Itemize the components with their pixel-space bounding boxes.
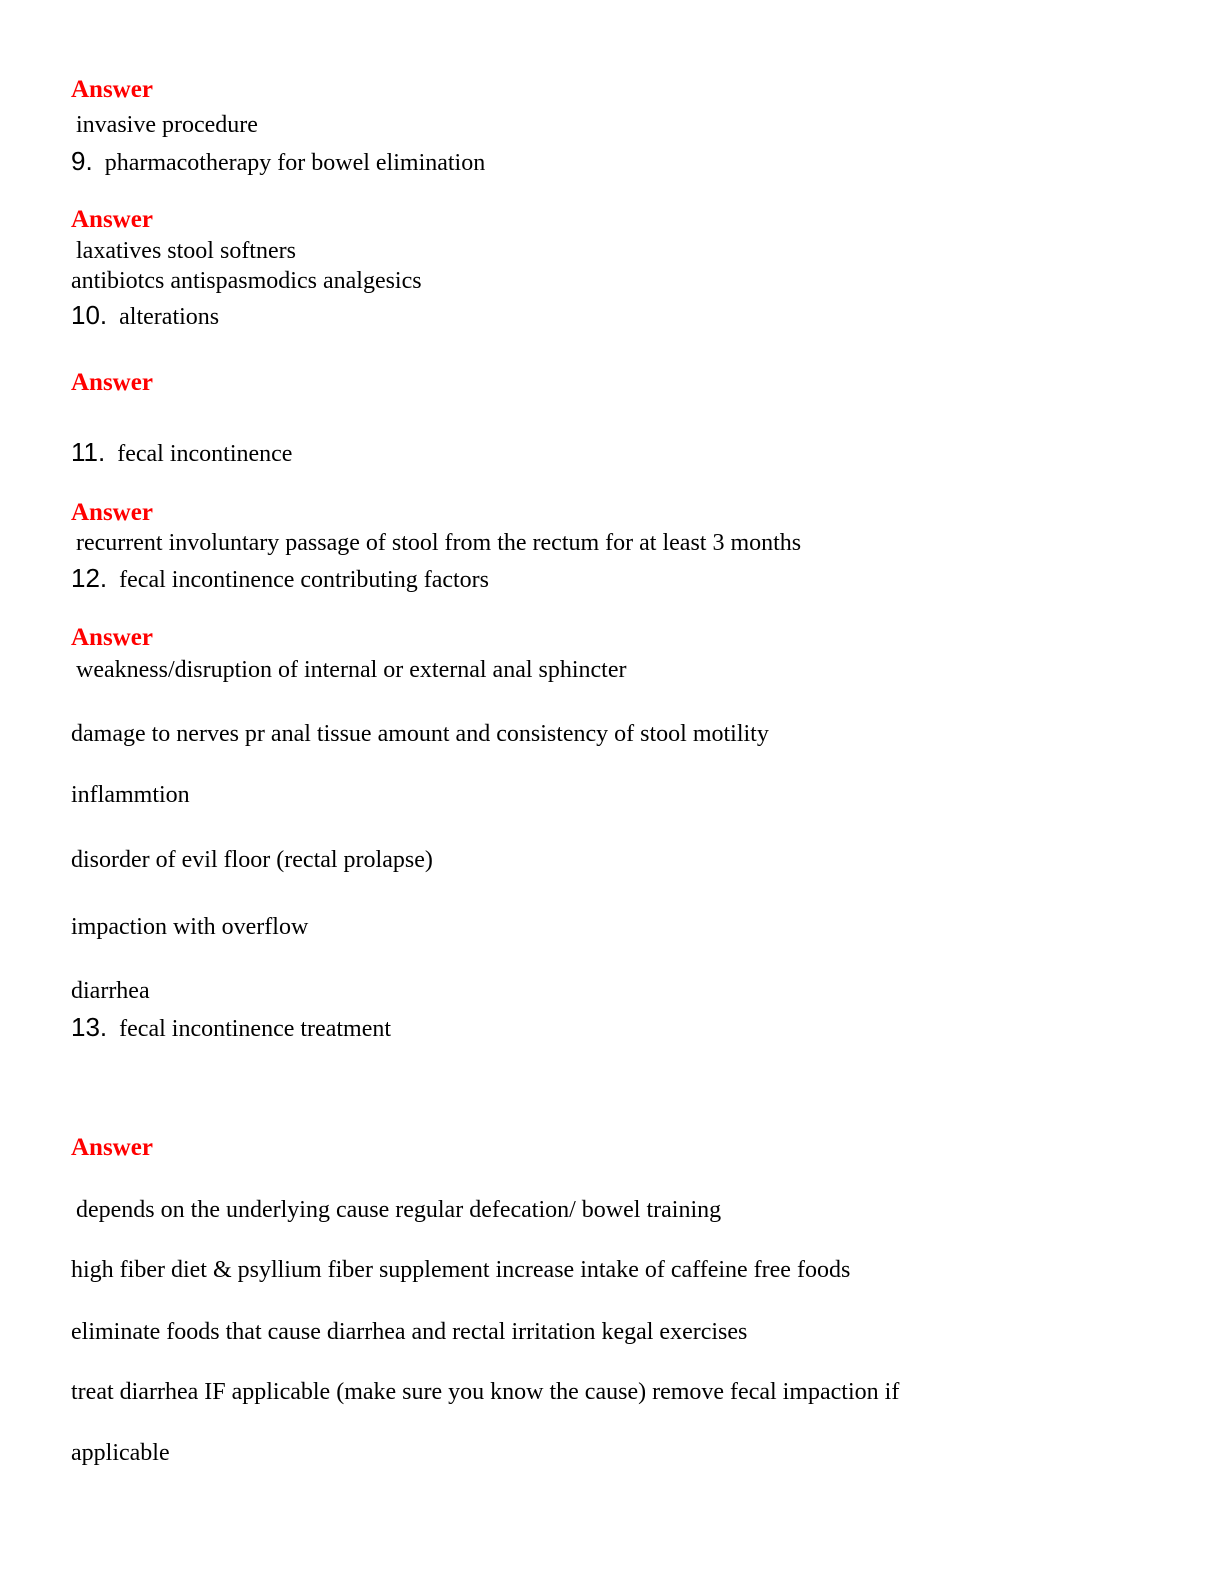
answer-text: laxatives stool softners <box>76 238 296 264</box>
question-text: alterations <box>119 304 220 330</box>
answer-text: invasive procedure <box>76 112 258 138</box>
answer-text: weakness/disruption of internal or external anal sphincter <box>76 657 627 683</box>
answer-text: damage to nerves pr anal tissue amount and consistency of stool motility <box>71 721 769 747</box>
question-number: 11. <box>71 437 106 467</box>
answer-text: recurrent involuntary passage of stool from the rectum for at least 3 months <box>76 530 802 556</box>
question-text: fecal incontinence contributing factors <box>119 567 489 593</box>
question-number: 9. <box>71 146 93 176</box>
answer-text: antibiotcs antispasmodics analgesics <box>71 268 422 294</box>
question-text: pharmacotherapy for bowel elimination <box>104 150 486 176</box>
answer-label: Answer <box>71 206 153 233</box>
question-text: fecal incontinence <box>117 441 293 467</box>
answer-text: disorder of evil floor (rectal prolapse) <box>71 847 433 873</box>
answer-text: treat diarrhea IF applicable (make sure you know the cause) remove fecal impaction if <box>71 1379 900 1405</box>
answer-label: Answer <box>71 76 153 103</box>
answer-label: Answer <box>71 499 153 526</box>
question-number: 13. <box>71 1012 108 1042</box>
question-12 <box>71 564 489 594</box>
answer-text: depends on the underlying cause regular defecation/ bowel training <box>76 1197 722 1223</box>
answer-text: eliminate foods that cause diarrhea and rectal irritation kegal exercises <box>71 1319 748 1345</box>
answer-text: applicable <box>71 1440 170 1466</box>
answer-label: Answer <box>71 624 153 651</box>
answer-label: Answer <box>71 1134 153 1161</box>
question-number: 10. <box>71 300 108 330</box>
question-10 <box>71 301 219 331</box>
question-11 <box>71 438 292 468</box>
question-number: 12. <box>71 563 108 593</box>
answer-text: inflammtion <box>71 782 190 808</box>
answer-text: diarrhea <box>71 978 150 1004</box>
answer-text: impaction with overflow <box>71 914 309 940</box>
answer-label: Answer <box>71 369 153 396</box>
answer-text: high fiber diet & psyllium fiber supplement increase intake of caffeine free foods <box>71 1257 851 1283</box>
question-13 <box>71 1013 391 1043</box>
question-9 <box>71 147 485 177</box>
question-text: fecal incontinence treatment <box>119 1016 392 1042</box>
